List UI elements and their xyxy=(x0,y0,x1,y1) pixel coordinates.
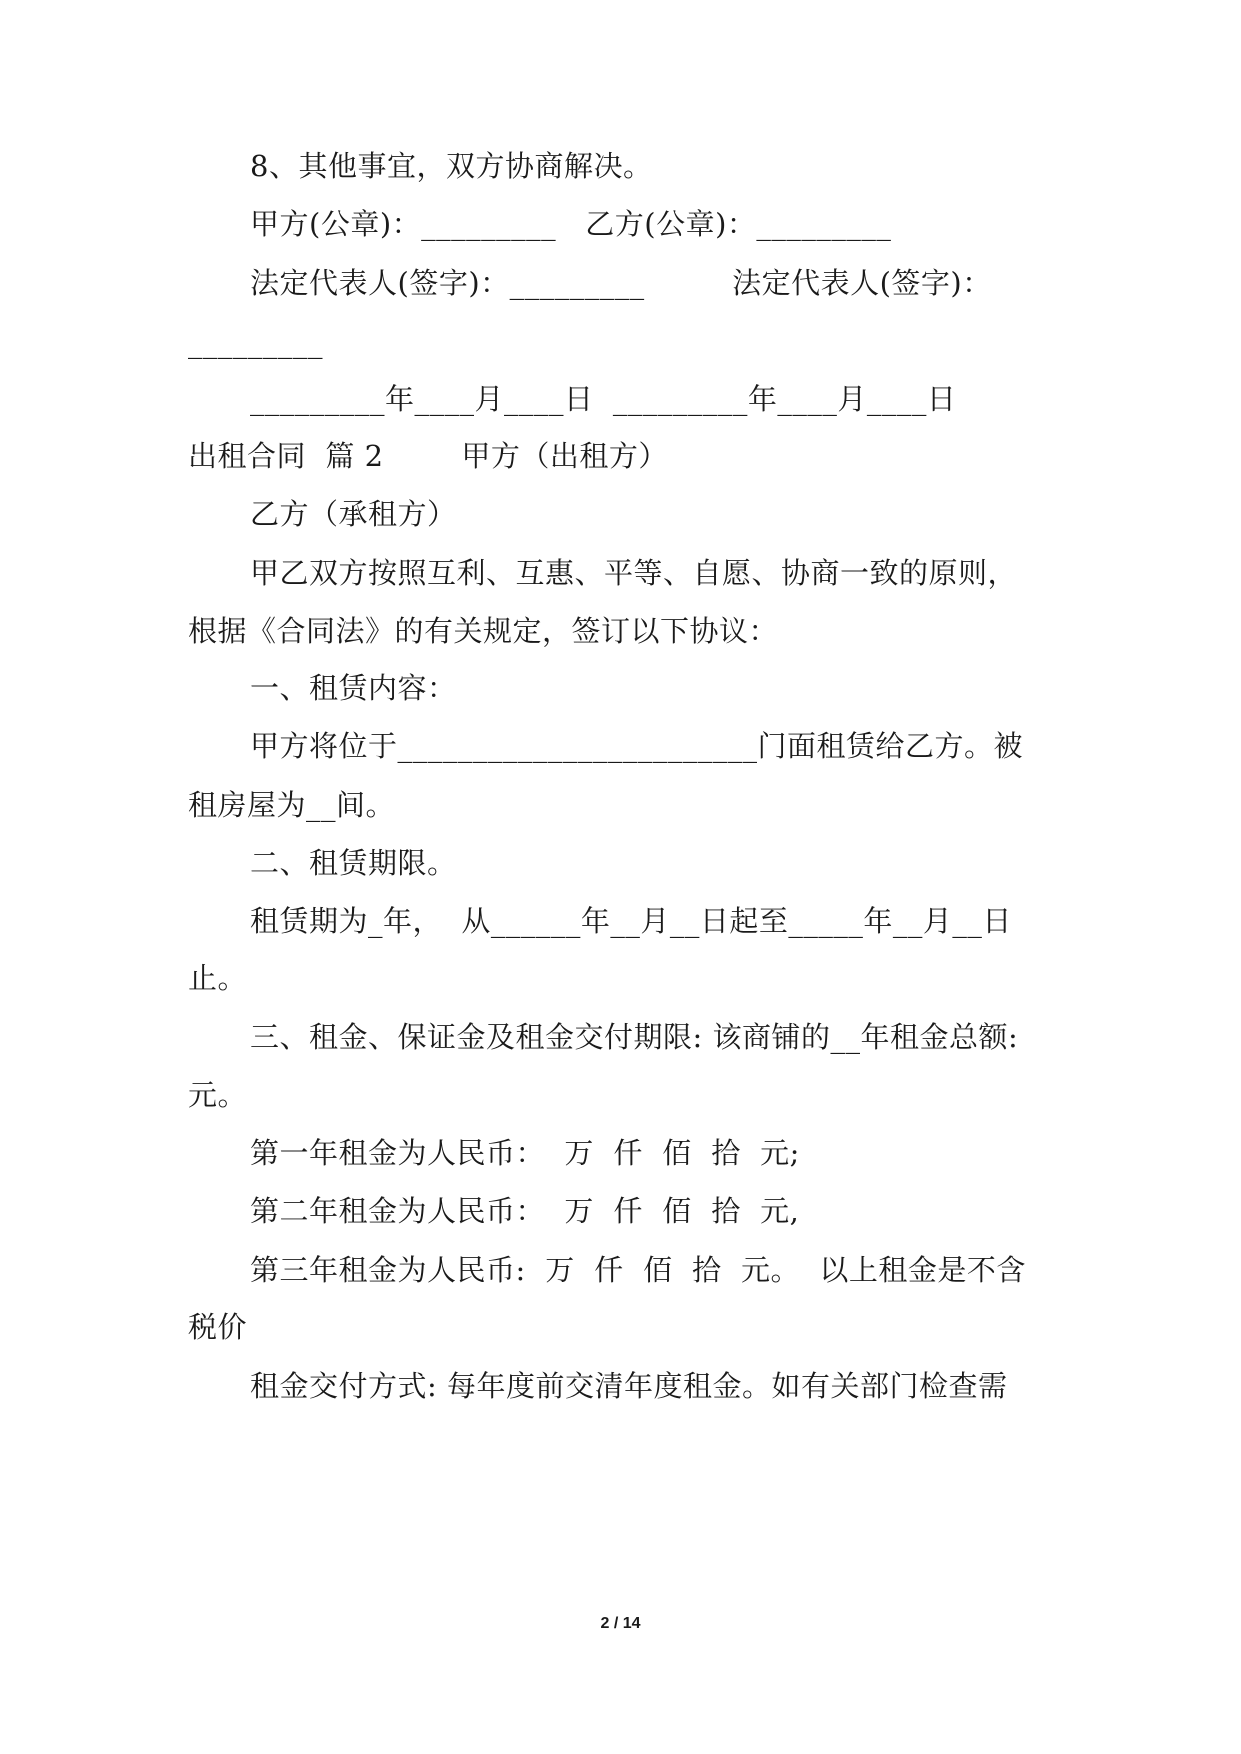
rent-year-2-line: 第二年租金为人民币： 万 仟 佰 拾 元, xyxy=(250,1194,800,1228)
seal-signature-line: 甲方(公章)：_________ 乙方(公章)：_________ xyxy=(250,207,892,241)
legal-rep-signature-line: 法定代表人(签字)：_________ 法定代表人(签字)： xyxy=(250,266,992,300)
clause-8-text: 8、其他事宜，双方协商解决。 xyxy=(250,149,653,183)
rent-year-3-line: 第三年租金为人民币: 万 仟 佰 拾 元。 以上租金是不含 xyxy=(250,1253,1026,1287)
date-line: _________年____月____日 _________年____月____日 xyxy=(250,382,957,416)
party-b-line: 乙方（承租方） xyxy=(250,497,457,531)
lease-content-line-1: 甲方将位于________________________门面租赁给乙方。被 xyxy=(250,729,1024,763)
legal-rep-blank-continuation: _________ xyxy=(188,325,323,359)
lease-term-line-1: 租赁期为_年， 从______年__月__日起至_____年__月__日 xyxy=(250,904,1012,938)
lease-content-line-2: 租房屋为__间。 xyxy=(188,788,396,822)
clause-3-line-2: 元。 xyxy=(188,1078,248,1112)
page-number: 2 / 14 xyxy=(600,1615,641,1632)
payment-method-line: 租金交付方式: 每年度前交清年度租金。如有关部门检查需 xyxy=(250,1369,1008,1403)
section-heading: 出租合同 篇 2 甲方（出租方） xyxy=(188,439,668,473)
clause-3-line-1: 三、租金、保证金及租金交付期限: 该商铺的__年租金总额: xyxy=(250,1020,1019,1054)
preamble-line-2: 根据《合同法》的有关规定，签订以下协议： xyxy=(188,614,779,648)
rent-year-1-line: 第一年租金为人民币： 万 仟 佰 拾 元; xyxy=(250,1136,800,1170)
tax-note-line: 税价 xyxy=(188,1310,248,1344)
clause-2-heading: 二、租赁期限。 xyxy=(250,846,457,880)
clause-1-heading: 一、租赁内容： xyxy=(250,671,457,705)
preamble-line-1: 甲乙双方按照互利、互惠、平等、自愿、协商一致的原则， xyxy=(250,556,1018,590)
lease-term-line-2: 止。 xyxy=(188,961,248,995)
